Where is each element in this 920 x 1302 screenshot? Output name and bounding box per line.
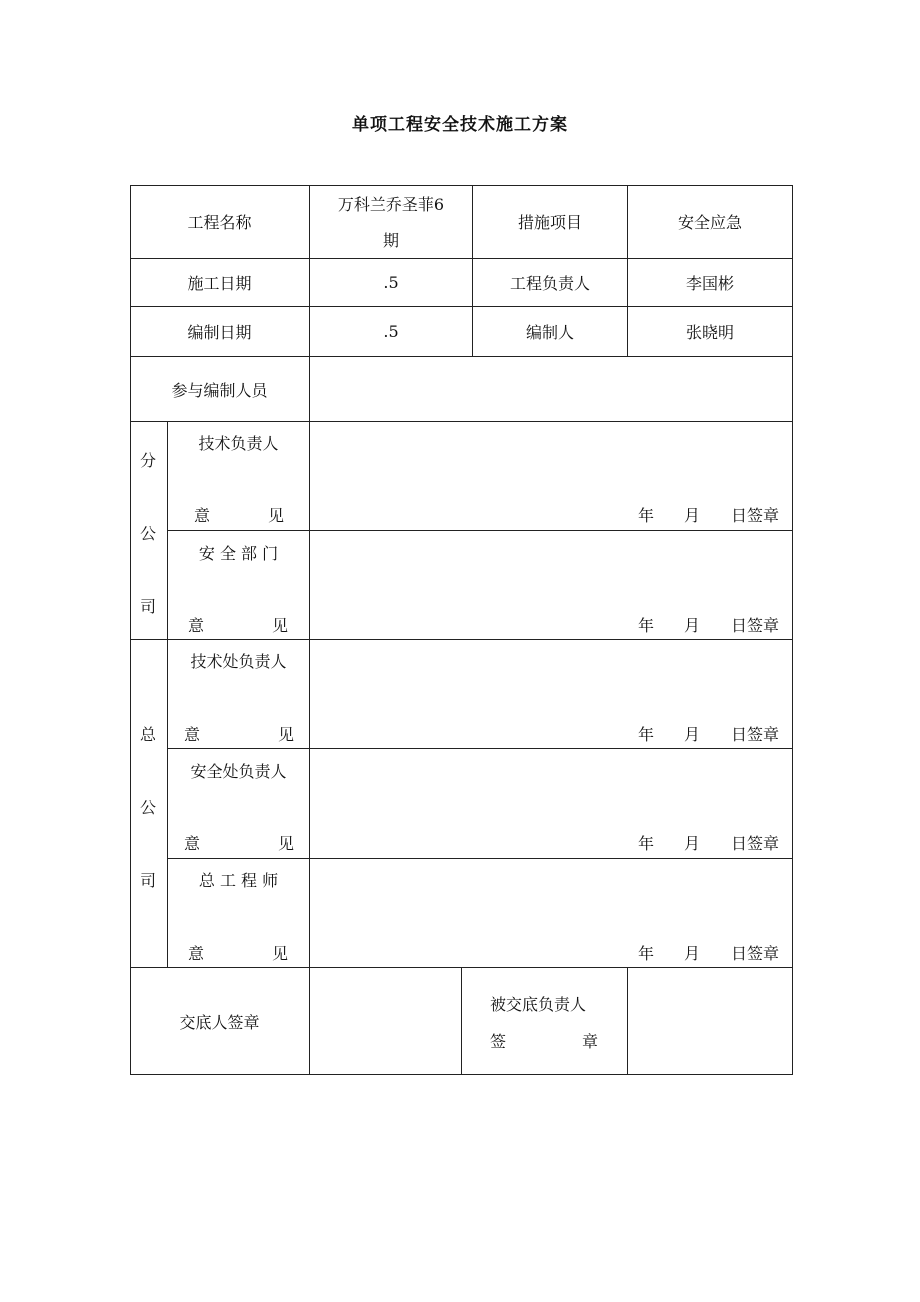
receiver-sign-label [490, 1029, 598, 1052]
sign-char-2: 章 [581, 1032, 598, 1051]
compiler-label: 编制人 [525, 323, 574, 342]
head-office-side-char-3: 司 [139, 871, 156, 890]
chief-engineer-label: 总 工 程 师 [198, 871, 279, 890]
branch-side-char-1: 分 [139, 451, 156, 470]
construction-date-value: .5 [383, 273, 399, 292]
opinion-char-1: 意 [184, 725, 201, 744]
opinion-char-2: 见 [271, 616, 288, 635]
month-label: 月 [684, 944, 701, 963]
day-sign-label: 日签章 [731, 725, 780, 744]
compile-date-label: 编制日期 [187, 323, 252, 342]
project-manager-label: 工程负责人 [509, 274, 590, 293]
compile-date-value: .5 [383, 322, 399, 341]
document-title: 单项工程安全技术施工方案 [352, 115, 568, 135]
day-sign-label: 日签章 [731, 834, 780, 853]
head-office-side-char-2: 公 [139, 798, 156, 817]
presenter-signature-label: 交底人签章 [179, 1012, 260, 1032]
receiver-label: 被交底负责人 [490, 995, 587, 1014]
year-label: 年 [638, 616, 655, 635]
tech-dept-lead-label: 技术处负责人 [190, 652, 287, 671]
opinion-char-2: 见 [277, 725, 294, 744]
month-label: 月 [684, 616, 701, 635]
presenter-signature-box[interactable] [310, 968, 461, 1074]
month-label: 月 [684, 725, 701, 744]
sign-char-1: 签 [490, 1032, 507, 1051]
tech-dept-lead-opinion [184, 722, 294, 745]
project-name-value [310, 185, 472, 258]
day-sign-label: 日签章 [731, 944, 780, 963]
year-label: 年 [638, 725, 655, 744]
branch-safety-dept-label: 安 全 部 门 [198, 544, 279, 563]
branch-tech-lead-label: 技术负责人 [198, 434, 279, 453]
opinion-char-1: 意 [188, 616, 205, 635]
year-label: 年 [638, 506, 655, 525]
approval-form [130, 185, 793, 1075]
safety-dept-lead-opinion [184, 831, 294, 854]
branch-tech-lead-opinion [194, 503, 284, 526]
opinion-char-2: 见 [277, 834, 294, 853]
project-manager-value: 李国彬 [685, 274, 734, 293]
compiler-value: 张晓明 [685, 323, 734, 342]
branch-side-char-3: 司 [139, 597, 156, 616]
opinion-char-1: 意 [194, 506, 211, 525]
year-label: 年 [638, 944, 655, 963]
opinion-char-1: 意 [188, 944, 205, 963]
project-name-line1: 万科兰乔圣菲6 [337, 195, 445, 214]
project-name-line2: 期 [382, 231, 399, 250]
chief-engineer-opinion [188, 941, 288, 964]
receiver-signature-box[interactable] [628, 968, 792, 1074]
branch-side-char-2: 公 [139, 524, 156, 543]
opinion-char-2: 见 [271, 944, 288, 963]
month-label: 月 [684, 506, 701, 525]
year-label: 年 [638, 834, 655, 853]
participants-label: 参与编制人员 [171, 380, 268, 400]
participants-value [310, 357, 792, 421]
opinion-char-2: 见 [267, 506, 284, 525]
measure-label: 措施项目 [517, 213, 582, 232]
branch-safety-dept-opinion [188, 613, 288, 636]
day-sign-label: 日签章 [731, 616, 780, 635]
measure-value: 安全应急 [677, 213, 742, 232]
day-sign-label: 日签章 [731, 506, 780, 525]
project-name-label: 工程名称 [187, 213, 252, 232]
receiver-label-block [462, 968, 627, 1074]
construction-date-label: 施工日期 [187, 274, 252, 293]
opinion-char-1: 意 [184, 834, 201, 853]
safety-dept-lead-label: 安全处负责人 [190, 762, 287, 781]
head-office-side-char-1: 总 [139, 725, 156, 744]
month-label: 月 [684, 834, 701, 853]
